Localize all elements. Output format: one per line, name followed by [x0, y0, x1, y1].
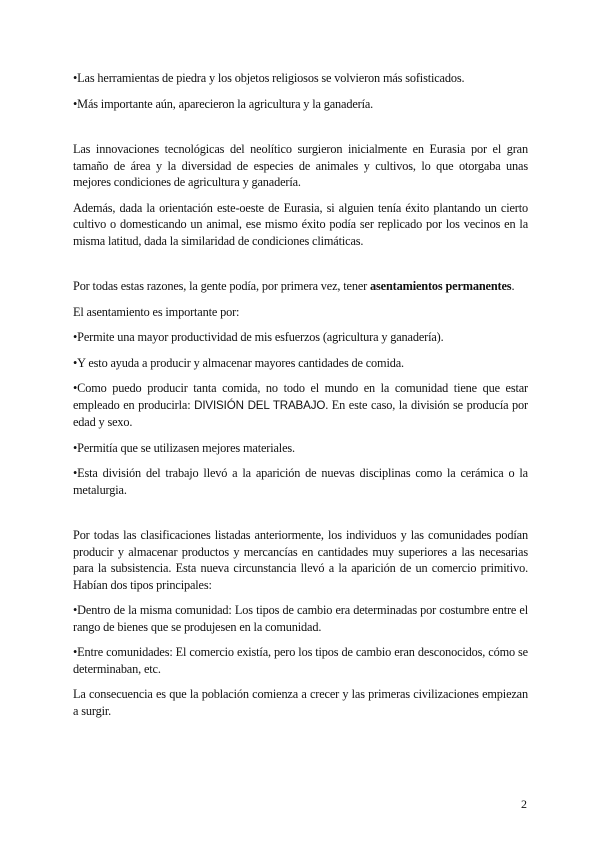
paragraph-settlement-importance: El asentamiento es importante por: — [73, 304, 240, 319]
settlements-text-before: Por todas estas razones, la gente podía, por primera vez, tener — [73, 279, 371, 293]
paragraph-civilizations-emerge: La consecuencia es que la población comienza a crecer y las primeras civilizaciones empiezan a surgir. — [73, 687, 528, 718]
bullet-better-materials: •Permitía que se utilizasen mejores materiales. — [73, 440, 295, 455]
paragraph-east-west-orientation: Además, dada la orientación este-oeste de Eurasia, si alguien tenía éxito plantando un cierto cultivo o domesticando un animal, ese mismo éxito podía ser replicado por los vecinos en la misma latitud, dada la similaridad de condiciones climáticas. — [73, 200, 528, 248]
division-caps-term: DIVISIÓN DEL TRABAJO — [194, 398, 326, 412]
paragraph-permanent-settlements — [73, 278, 528, 295]
settlements-text-after: . — [511, 279, 515, 293]
bullet-new-disciplines: •Esta división del trabajo llevó a la aparición de nuevas disciplinas como la cerámica o la metalurgia. — [73, 466, 528, 497]
paragraph-eurasia-innovations: Las innovaciones tecnológicas del neolítico surgieron inicialmente en Eurasia por el gran tamaño de área y la diversidad de especies de animales y cultivos, lo que otorgaba unas mejores condiciones de agricultura y ganadería. — [73, 142, 528, 189]
division-text-after: . En este caso, la división se producía por edad y sexo. — [73, 397, 528, 429]
settlements-bold-term: asentamientos permanentes — [370, 279, 512, 293]
bullet-stone-tools: •Las herramientas de piedra y los objetos religiosos se volvieron más sofisticados. — [73, 71, 465, 85]
bullet-division-of-labor — [73, 380, 528, 431]
bullet-food-storage: •Y esto ayuda a producir y almacenar mayores cantidades de comida. — [73, 355, 404, 370]
paragraph-primitive-commerce: Por todas las clasificaciones listadas anteriormente, los individuos y las comunidades podían producir y almacenar productos y mercancías en cantidades muy superiores a las necesarias para la subsistencia. Esta nueva circunstancia llevó a la aparición de un comercio primitivo. Habían dos tipos principales: — [73, 528, 528, 592]
page-number: 2 — [521, 797, 527, 811]
bullet-agriculture: •Más importante aún, aparecieron la agricultura y la ganadería. — [73, 96, 374, 111]
bullet-within-community: •Dentro de la misma comunidad: Los tipos de cambio era determinadas por costumbre entre el rango de bienes que se produjesen en la comunidad. — [73, 603, 528, 634]
bullet-productivity: •Permite una mayor productividad de mis esfuerzos (agricultura y ganadería). — [73, 330, 444, 344]
division-text-before: •Como puedo producir tanta comida, no todo el mundo en la comunidad tiene que estar empleado en producirla: — [73, 381, 528, 412]
bullet-between-communities: •Entre comunidades: El comercio existía, pero los tipos de cambio eran desconocidos, cómo se determinaban, etc. — [73, 645, 528, 676]
document-body — [73, 70, 528, 728]
